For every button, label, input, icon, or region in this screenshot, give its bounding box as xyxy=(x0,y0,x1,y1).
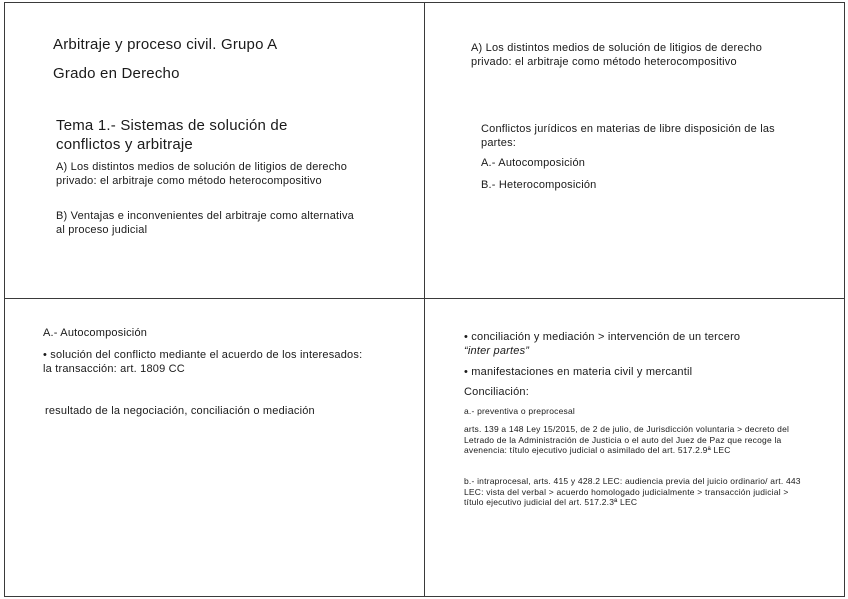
bullet-item: • conciliación y mediación > intervención de un tercero xyxy=(464,331,741,343)
intro-text: Conflictos jurídicos en materias de libre disposición de las partes: xyxy=(481,123,775,149)
slide-3 xyxy=(4,298,425,597)
point-a: A) Los distintos medios de solución de litigios de derecho privado: el arbitraje como método heterocompositivo xyxy=(56,161,348,187)
slide-heading: Conciliación: xyxy=(464,386,529,398)
paragraph: arts. 139 a 148 Ley 15/2015, de 2 de julio, de Jurisdicción voluntaria > decreto del Letrado de la Administración de Justicia o el auto del Juez de Paz que recoge la avenencia: título ejecutivo judicial o asimilado del art. 517.2.9ª LEC xyxy=(464,424,790,455)
slide-heading: A.- Autocomposición xyxy=(43,327,148,339)
topic-title: Tema 1.- Sistemas de solución de conflictos y arbitraje xyxy=(56,117,288,153)
slide-title: A) Los distintos medios de solución de litigios de derecho privado: el arbitraje como método heterocompositivo xyxy=(471,42,763,68)
bullet-item-continuation: “inter partes” xyxy=(464,345,530,357)
list-item: A.- Autocomposición xyxy=(481,157,586,169)
point-b: B) Ventajas e inconvenientes del arbitraje como alternativa al proceso judicial xyxy=(56,210,354,236)
sub-heading: a.- preventiva o preprocesal xyxy=(464,406,575,416)
course-title: Arbitraje y proceso civil. Grupo A xyxy=(53,36,278,53)
bullet-item: • solución del conflicto mediante el acuerdo de los interesados: la transacción: art. 1809 CC xyxy=(43,349,363,375)
slide-1 xyxy=(4,2,425,299)
paragraph: b.- intraprocesal, arts. 415 y 428.2 LEC: audiencia previa del juicio ordinario/ art. 443 LEC: vista del verbal > acuerdo homologado judicialmente > transacción judicial > título ejecutivo judicial del art. 517.2.3ª LEC xyxy=(464,476,801,507)
bullet-item: • manifestaciones en materia civil y mercantil xyxy=(464,366,693,378)
slide-2 xyxy=(424,2,845,299)
slide-4 xyxy=(424,298,845,597)
list-item: B.- Heterocomposición xyxy=(481,179,597,191)
result-text: resultado de la negociación, conciliación o mediación xyxy=(45,405,315,417)
degree-title: Grado en Derecho xyxy=(53,65,180,82)
